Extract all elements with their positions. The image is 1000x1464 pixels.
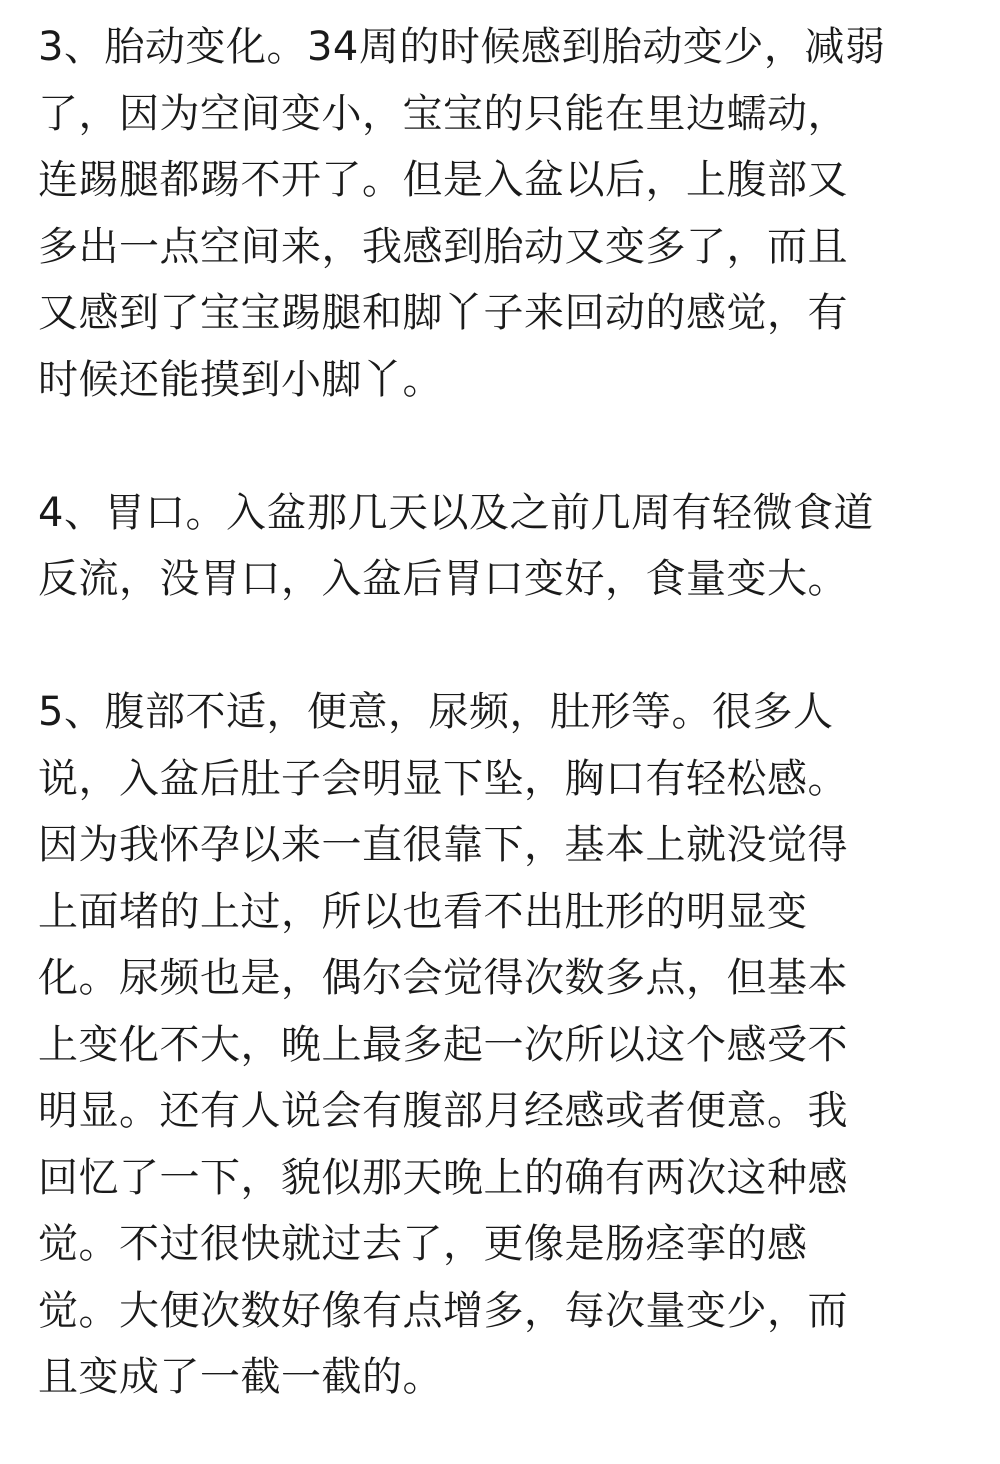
paragraph-spacer <box>38 613 968 680</box>
text-line: 4、胃口。入盆那几天以及之前几周有轻微食道 <box>38 489 874 536</box>
text-line: 因为我怀孕以来一直很靠下，基本上就没觉得 <box>38 822 848 868</box>
text-line: 且变成了一截一截的。 <box>38 1354 443 1400</box>
text-line: 明显。还有人说会有腹部月经感或者便意。我 <box>38 1088 848 1134</box>
text-line: 回忆了一下，貌似那天晚上的确有两次这种感 <box>38 1154 848 1201</box>
text-line: 反流，没胃口，入盆后胃口变好，食量变大。 <box>38 556 848 602</box>
paragraph-abdominal-discomfort <box>38 679 968 1411</box>
text-line: 多出一点空间来，我感到胎动又变多了，而且 <box>38 223 848 270</box>
text-line: 连踢腿都踢不开了。但是入盆以后，上腹部又 <box>38 157 848 203</box>
paragraph-fetal-movement <box>38 14 968 413</box>
article-body <box>38 14 968 1411</box>
paragraph-spacer <box>38 413 968 480</box>
text-line: 时候还能摸到小脚丫。 <box>38 356 443 403</box>
text-line: 又感到了宝宝踢腿和脚丫子来回动的感觉，有 <box>38 290 848 336</box>
text-line: 3、胎动变化。34周的时候感到胎动变少，减弱 <box>38 24 886 70</box>
paragraph-appetite <box>38 480 968 613</box>
text-line: 说，入盆后肚子会明显下坠，胸口有轻松感。 <box>38 755 848 802</box>
text-line: 觉。大便次数好像有点增多，每次量变少，而 <box>38 1287 848 1334</box>
text-line: 上面堵的上过，所以也看不出肚形的明显变 <box>38 888 808 935</box>
text-line: 5、腹部不适，便意，尿频，肚形等。很多人 <box>38 689 834 735</box>
text-line: 上变化不大，晚上最多起一次所以这个感受不 <box>38 1021 848 1068</box>
text-line: 化。尿频也是，偶尔会觉得次数多点，但基本 <box>38 955 848 1001</box>
text-line: 觉。不过很快就过去了，更像是肠痉挛的感 <box>38 1221 808 1267</box>
text-line: 了，因为空间变小，宝宝的只能在里边蠕动， <box>38 90 848 137</box>
